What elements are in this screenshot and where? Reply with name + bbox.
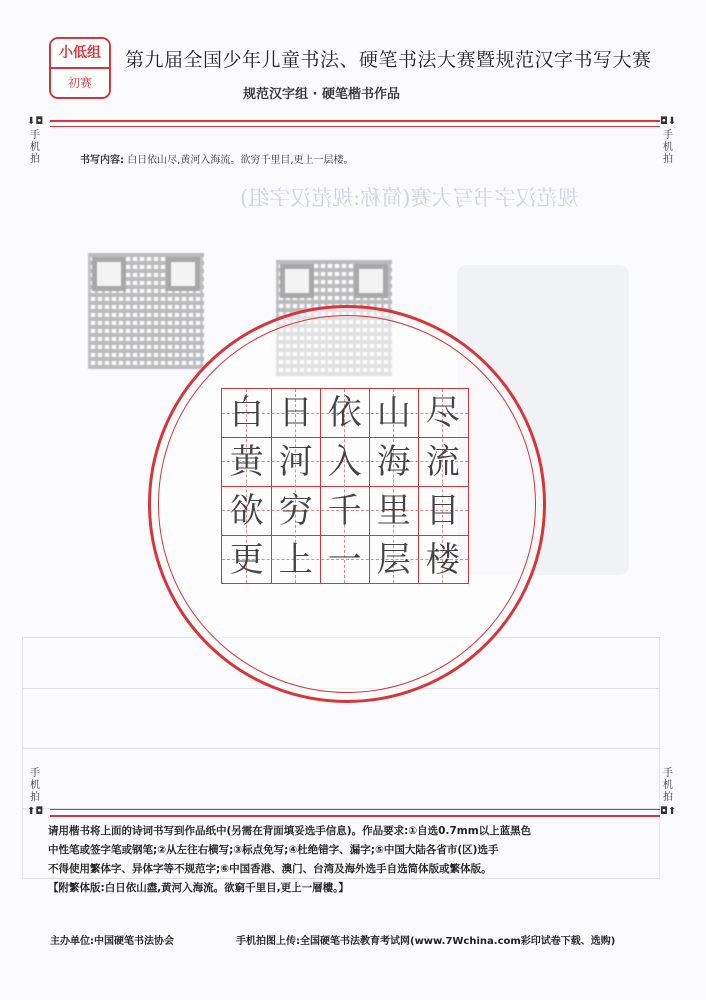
side-marker-label: 手机拍 — [30, 130, 40, 165]
top-rule-thin — [50, 126, 660, 127]
side-marker-top-left — [27, 116, 43, 166]
grid-char: 黄 — [229, 442, 264, 482]
side-marker-label: 手机拍 — [663, 768, 673, 803]
badge-round-label: 初赛 — [51, 69, 109, 97]
top-rule — [50, 120, 660, 122]
grid-char: 更 — [229, 540, 264, 580]
instruction-line: 不得使用繁体字、异体字等不规范字;⑥中国香港、澳门、台湾及海外选手自选简体版或繁体版。 — [48, 863, 492, 875]
side-marker-bottom-left — [27, 768, 43, 818]
grid-char: 河 — [278, 442, 313, 482]
grid-char: 里 — [376, 491, 411, 531]
page-title: 第九届全国少年儿童书法、硬笔书法大赛暨规范汉字书写大赛 — [125, 49, 652, 71]
camera-icon: ⬇◘ — [27, 116, 44, 127]
show-through-title: 规范汉字书写大赛(简称:规范汉字组) — [240, 186, 579, 210]
content-line — [80, 151, 354, 166]
content-text: 白日依山尽,黄河入海流。欲穷千里目,更上一层楼。 — [127, 155, 354, 166]
side-marker-bottom-right — [660, 768, 676, 818]
grid-char: 山 — [376, 393, 411, 433]
grid-char: 楼 — [425, 540, 460, 580]
organizer-text: 主办单位:中国硬笔书法协会 — [50, 936, 174, 947]
upload-text: 手机拍图上传:全国硬笔书法教育考试网(www.7Wchina.com彩印试卷下载、选购) — [236, 936, 616, 947]
camera-icon: ◘⬇ — [660, 116, 677, 127]
grid-char: 流 — [425, 442, 460, 482]
side-marker-label: 手机拍 — [30, 768, 40, 803]
grid-char: 依 — [327, 393, 362, 433]
grid-char: 海 — [376, 442, 411, 482]
camera-icon: ◘⬆ — [660, 806, 677, 817]
grid-char: 目 — [425, 491, 460, 531]
grid-char: 上 — [278, 540, 313, 580]
show-through-qr-code — [88, 253, 204, 369]
instruction-line: 【附繁体版:白日依山盡,黄河入海流。欲窮千里目,更上一層樓。】 — [48, 882, 349, 894]
page-subtitle: 规范汉字组 · 硬笔楷书作品 — [243, 87, 400, 102]
writing-grid — [221, 388, 469, 584]
grid-char: 尽 — [425, 393, 460, 433]
grid-char: 层 — [376, 540, 411, 580]
instruction-line: 中性笔或签字笔或钢笔;②从左往右横写;③标点免写;④杜绝错字、漏字;⑤中国大陆各省市(区)选手 — [48, 844, 499, 856]
content-label: 书写内容: — [80, 155, 124, 166]
grid-char: 一 — [327, 540, 362, 580]
instructions — [48, 822, 668, 898]
grid-char: 入 — [327, 442, 362, 482]
side-marker-label: 手机拍 — [663, 130, 673, 165]
grid-char: 欲 — [229, 491, 264, 531]
instruction-line: 请用楷书将上面的诗词书写到作品纸中(另需在背面填妥选手信息)。作品要求:①自选0.7mm以上蓝黑色 — [48, 825, 532, 837]
bottom-rule — [50, 815, 660, 817]
badge-group-label: 小低组 — [51, 39, 109, 69]
camera-icon: ⬆◘ — [27, 806, 44, 817]
grid-char: 穷 — [278, 491, 313, 531]
side-marker-top-right — [660, 116, 676, 166]
grid-char: 千 — [327, 491, 362, 531]
bottom-rule-thin — [50, 809, 660, 810]
grid-char: 日 — [278, 393, 313, 433]
group-badge — [49, 37, 111, 99]
grid-char: 白 — [229, 393, 264, 433]
